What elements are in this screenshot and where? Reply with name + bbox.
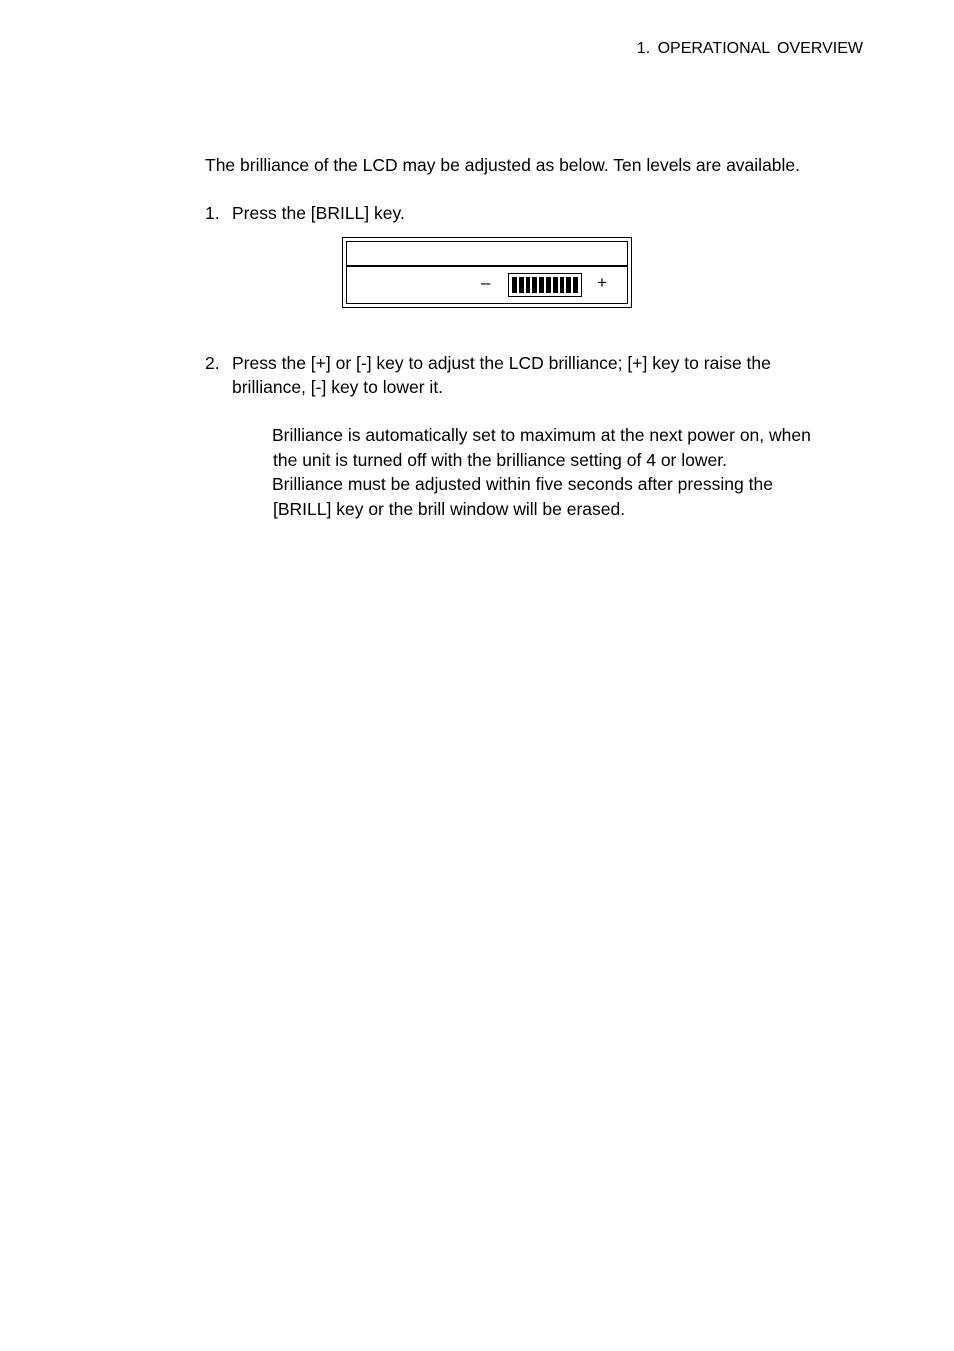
brilliance-segment [553, 277, 558, 293]
notes-block [272, 423, 811, 521]
step-number: 2. [205, 353, 220, 373]
note-line: Brilliance is automatically set to maximum at the next power on, when [272, 425, 811, 445]
brill-window [342, 237, 632, 308]
brilliance-segment [566, 277, 571, 293]
brilliance-segment [573, 277, 578, 293]
brilliance-segment [532, 277, 537, 293]
intro-paragraph: The brilliance of the LCD may be adjusted as below. Ten levels are available. [205, 155, 801, 175]
brill-window-divider [347, 265, 627, 267]
brilliance-segment [519, 277, 524, 293]
brill-window-frame [346, 241, 628, 304]
plus-symbol: + [597, 273, 607, 292]
brilliance-segment [560, 277, 565, 293]
step-text-line: Press the [+] or [-] key to adjust the LCD brilliance; [+] key to raise the [232, 353, 771, 373]
brilliance-level-bar [508, 273, 582, 297]
step-text [232, 351, 771, 399]
brilliance-segments [512, 277, 578, 293]
minus-symbol: – [481, 273, 491, 292]
note-line: the unit is turned off with the brilliance setting of 4 or lower. [273, 449, 727, 470]
brilliance-segment [539, 277, 544, 293]
step-text: Press the [BRILL] key. [232, 203, 405, 223]
note-line: Brilliance must be adjusted within five seconds after pressing the [272, 474, 773, 494]
brilliance-segment [546, 277, 551, 293]
brilliance-segment [512, 277, 517, 293]
note-line: [BRILL] key or the brill window will be erased. [273, 498, 626, 519]
step-number: 1. [205, 203, 220, 223]
running-header: 1. OPERATIONAL OVERVIEW [636, 40, 863, 57]
brilliance-segment [526, 277, 531, 293]
step-text-line: brilliance, [-] key to lower it. [232, 377, 444, 397]
